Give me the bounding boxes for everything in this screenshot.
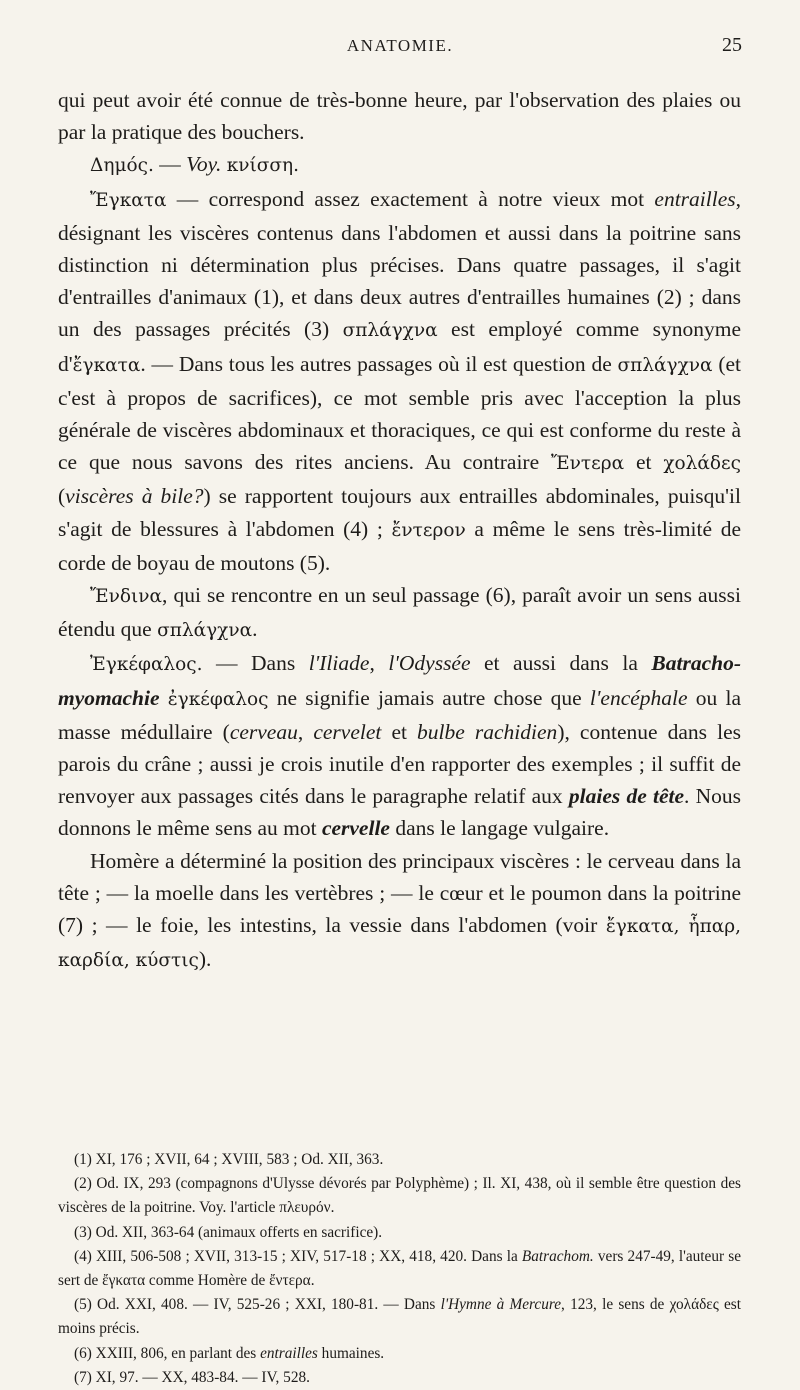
text: et aussi dans la bbox=[470, 651, 652, 676]
text: . bbox=[252, 617, 258, 642]
text: (et c'est à propos de sacrifices), ce mot semble pris avec l'acception la plus générale de viscères abdominaux et thoraciques, ce qui est conforme du reste à ce que nous savons des rites anciens. Au contraire bbox=[58, 351, 741, 475]
text: et bbox=[381, 719, 418, 744]
text: ). bbox=[198, 947, 212, 972]
greek-term: Ἔγκατα bbox=[90, 189, 167, 211]
greek-ref: κνίσση. bbox=[226, 155, 300, 177]
emphasis: entrailles bbox=[260, 1344, 318, 1362]
text: ou la masse médullaire ( bbox=[58, 685, 742, 744]
emphasis: cervelet bbox=[313, 719, 382, 744]
emphasis: l'encéphale bbox=[589, 685, 688, 710]
greek-word: ἐγκέφαλος bbox=[167, 688, 269, 710]
text: , désignant les viscères contenus dans l'abdomen et aussi dans la poitrine sans distinction ni détermination plus précises. Dans quatre passages, il s'agit d'entrailles d'animaux (1), et dans deux autres d'entrailles humaines (2) ; dans un des passages précités (3) bbox=[58, 186, 741, 342]
text: — bbox=[153, 152, 187, 177]
text: Homère a déterminé la position des principaux viscères : le cerveau dans la tête ; — la moelle dans les vertèbres ; — le cœur et le poumon dans la poitrine (7) ; — le foie, les intestins, la vessie dans l'abdomen (voir bbox=[58, 848, 741, 938]
text: (4) XIII, 506-508 ; XVII, 313-15 ; XIV, 517-18 ; XX, 418, 420. Dans la bbox=[74, 1247, 522, 1265]
footnote-3: (3) Od. XII, 363-64 (animaux offerts en sacrifice). bbox=[74, 1223, 383, 1241]
emphasis: bulbe rachidien bbox=[417, 719, 558, 744]
text: , qui se rencontre en un seul passage (6), paraît avoir un sens aussi étendu que bbox=[58, 583, 741, 642]
body-text bbox=[58, 84, 741, 977]
text: ne signifie jamais autre chose que bbox=[268, 685, 590, 710]
emphasis: cerveau bbox=[229, 719, 298, 744]
footnote-5 bbox=[58, 1293, 741, 1341]
greek-word: Ἔντερα bbox=[551, 453, 625, 475]
bold-emphasis: cervelle bbox=[321, 816, 390, 841]
text: (6) XXIII, 806, en parlant des bbox=[74, 1344, 261, 1362]
text: . Nous donnons le même sens au mot bbox=[58, 784, 742, 841]
greek-term: Ἐγκέφαλος. bbox=[90, 654, 203, 676]
text: ), contenue dans les parois du crâne ; aussi je crois inutile d'en rapporter des exemples ; il suffit de renvoyer aux passages cités dans le paragraphe relatif aux bbox=[58, 719, 741, 809]
emphasis: viscères à bile? bbox=[65, 484, 204, 509]
greek-word: χολάδες bbox=[663, 453, 741, 475]
text: , 123, le sens de χολάδες est moins précis. bbox=[58, 1296, 742, 1338]
greek-word: ἔγκατα, ἧπαρ, καρδία, κύστις bbox=[58, 916, 741, 972]
emphasis: entrailles bbox=[654, 186, 736, 211]
footnotes bbox=[58, 1148, 741, 1390]
paragraph-endina bbox=[58, 579, 741, 647]
text: et bbox=[624, 450, 664, 475]
footnote-6 bbox=[58, 1342, 741, 1366]
emphasis: Batrachom. bbox=[521, 1247, 594, 1265]
footnote-1: (1) XI, 176 ; XVII, 64 ; XVIII, 583 ; Od. XII, 363. bbox=[74, 1151, 384, 1168]
text: , bbox=[369, 651, 389, 676]
emphasis: l'Hymne à Mercure bbox=[440, 1296, 562, 1314]
page-header bbox=[0, 28, 800, 62]
text: humaines. bbox=[317, 1344, 385, 1362]
greek-word: ἔγκατα bbox=[72, 354, 141, 376]
text: est employé comme synonyme d' bbox=[58, 317, 741, 376]
footnote-4 bbox=[58, 1245, 741, 1293]
page-number: 25 bbox=[722, 34, 742, 56]
bold-emphasis: plaies de tête bbox=[568, 784, 685, 809]
emphasis: Voy. bbox=[186, 152, 222, 177]
greek-word: σπλάγχνα bbox=[157, 620, 253, 642]
paragraph-enkata bbox=[58, 183, 741, 579]
paragraph-continuation: qui peut avoir été connue de très-bonne heure, par l'observation des plaies ou par la pratique des bouchers. bbox=[58, 88, 741, 145]
text: dans le langage vulgaire. bbox=[389, 816, 610, 841]
greek-word: σπλάγχνα bbox=[342, 320, 438, 342]
text: — Dans bbox=[202, 651, 309, 676]
greek-word: σπλάγχνα bbox=[617, 354, 713, 376]
text: — correspond assez exactement à notre vieux mot bbox=[166, 186, 655, 211]
paragraph-viscera-positions bbox=[58, 845, 741, 978]
greek-word: ἔντερον bbox=[391, 519, 466, 541]
text bbox=[160, 686, 168, 710]
paragraph-enkephalos bbox=[58, 647, 741, 844]
text: , bbox=[297, 719, 314, 744]
text: . — Dans tous les autres passages où il est question de bbox=[140, 351, 618, 376]
greek-term: Δημός. bbox=[90, 155, 154, 177]
emphasis: l'Odyssée bbox=[388, 651, 471, 676]
bold-emphasis: Batracho-myomachie bbox=[58, 651, 742, 710]
text: ) se rapportent toujours aux entrailles abdominales, puisqu'il s'agit de blessures à l'abdomen (4) ; bbox=[58, 484, 741, 541]
emphasis: l'Iliade bbox=[308, 651, 370, 676]
greek-term: Ἔνδινα bbox=[90, 586, 163, 608]
text: a même le sens très-limité de corde de boyau de moutons (5). bbox=[58, 516, 741, 575]
text: ( bbox=[58, 484, 66, 509]
text: vers 247-49, l'auteur se sert de ἔγκατα comme Homère de ἔντερα. bbox=[58, 1247, 741, 1290]
footnote-2: (2) Od. IX, 293 (compagnons d'Ulysse dévorés par Polyphème) ; Il. XI, 438, où il semble être question des viscères de la poitrine. Voy. l'article πλευρόν. bbox=[58, 1175, 741, 1217]
footnote-7: (7) XI, 97. — XX, 483-84. — IV, 528. bbox=[74, 1368, 310, 1386]
running-head: ANATOMIE. bbox=[346, 36, 454, 55]
paragraph-demos bbox=[58, 148, 741, 182]
text: (5) Od. XXI, 408. — IV, 525-26 ; XXI, 180-81. — Dans bbox=[74, 1296, 441, 1314]
